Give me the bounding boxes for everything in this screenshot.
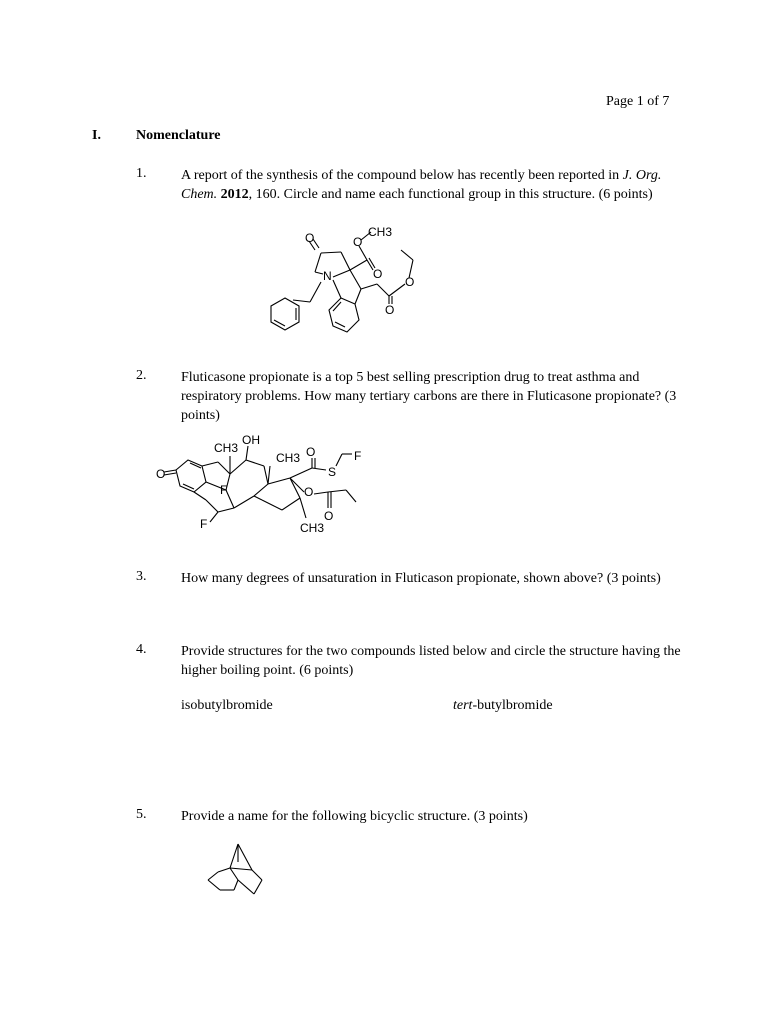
page-number: Page 1 of 7 <box>606 94 670 109</box>
compound-tert-butylbromide: tert-butylbromide <box>453 698 553 713</box>
question-1-number: 1. <box>136 166 147 181</box>
s2-f3-label: F <box>200 517 208 531</box>
s1-o3-label: O <box>373 267 383 281</box>
s1-ch3-label: CH3 <box>368 225 393 239</box>
structure-3-bicyclic <box>200 840 270 900</box>
question-3-number: 3. <box>136 569 147 584</box>
s2-ch3a-label: CH3 <box>214 441 239 455</box>
s2-ch3b-label: CH3 <box>276 451 301 465</box>
s2-ch3c-label: CH3 <box>300 521 325 535</box>
section-title: Nomenclature <box>136 128 221 143</box>
s2-f2-label: F <box>220 483 228 497</box>
s1-o-label: O <box>353 235 363 249</box>
s2-o3-label: O <box>304 485 314 499</box>
s1-o5-label: O <box>405 275 415 289</box>
question-3-text: How many degrees of unsaturation in Fluticason propionate, shown above? (3 points) <box>181 571 661 586</box>
question-2-number: 2. <box>136 368 147 383</box>
question-4-text: Provide structures for the two compounds listed below and circle the structure having the higher boiling point. (6 points) <box>181 644 681 678</box>
section-number: I. <box>92 128 101 143</box>
s2-s-label: S <box>328 465 337 479</box>
question-2-text: Fluticasone propionate is a top 5 best selling prescription drug to treat asthma and respiratory problems. How many tertiary carbons are there in Fluticasone propionate? (3 points) <box>181 370 677 423</box>
s2-oh-label: OH <box>242 433 260 447</box>
question-5-number: 5. <box>136 807 147 822</box>
s1-n-label: N <box>323 269 332 283</box>
question-5-text: Provide a name for the following bicyclic structure. (3 points) <box>181 809 528 824</box>
s2-o4-label: O <box>324 509 334 523</box>
s2-f1-label: F <box>354 449 362 463</box>
question-1-text: A report of the synthesis of the compound below has recently been reported in J. Org. Chem. 2012, 160. Circle and name each functional group in this structure. (6 points) <box>181 168 662 202</box>
s2-o2-label: O <box>306 445 316 459</box>
question-4-number: 4. <box>136 642 147 657</box>
structure-1 <box>255 222 435 342</box>
s1-oxo-label: O <box>305 231 315 245</box>
s2-o-label: O <box>156 467 166 481</box>
compound-isobutylbromide: isobutylbromide <box>181 698 273 713</box>
s1-o4-label: O <box>385 303 395 317</box>
structure-2 <box>150 430 380 545</box>
